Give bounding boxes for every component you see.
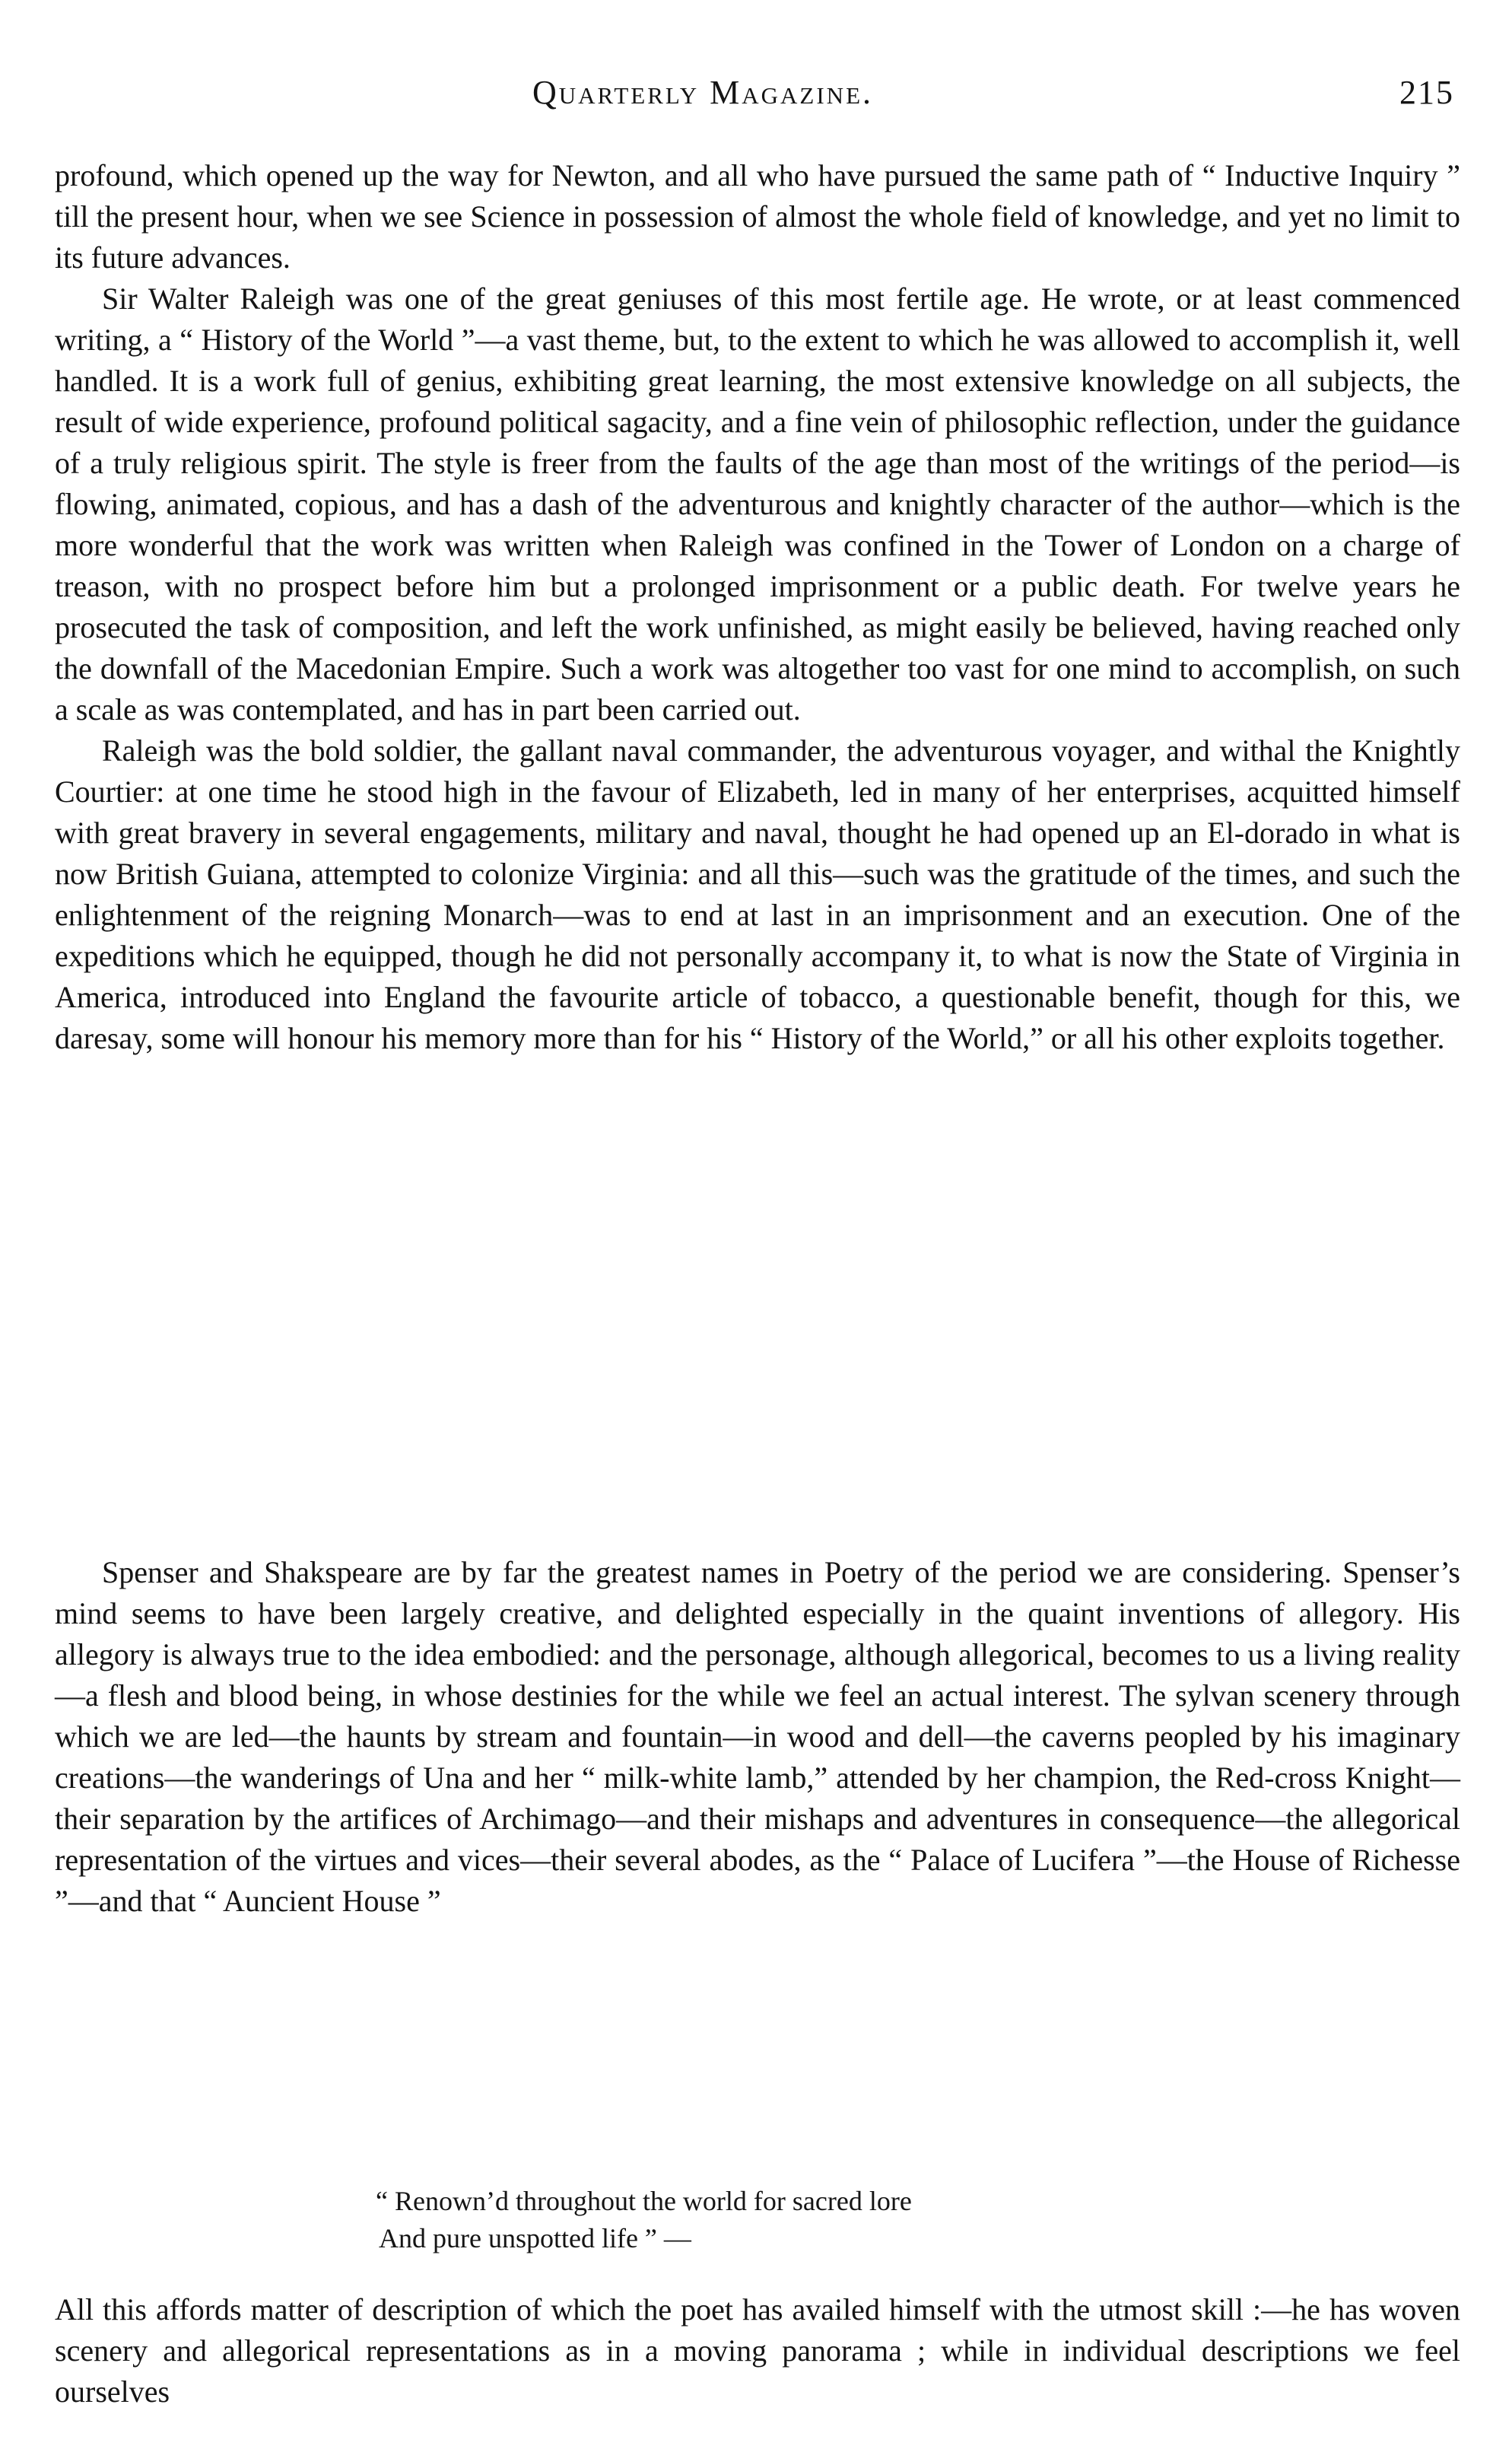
body-text-block-1 — [55, 155, 1460, 1059]
paragraph-continued: profound, which opened up the way for Newton, and all who have pursued the same path of “ Inductive Inquiry ” till the present hour, when we see Science in possession of almost the whole field of knowledge, and yet no limit to its future advances. — [55, 158, 1460, 275]
paragraph-raleigh-history: Sir Walter Raleigh was one of the great geniuses of this most fertile age. He wrote, or at least commenced writing, a “ History of the World ”—a vast theme, but, to the extent to which he was allowed to accomplish it, well handled. It is a work full of genius, exhibiting great learning, the most extensive knowledge on all subjects, the result of wide experience, profound political sagacity, and a fine vein of philosophic reflection, under the guidance of a truly religious spirit. The style is freer from the faults of the age than most of the writings of the period—is flowing, animated, copious, and has a dash of the adventurous and knightly character of the author—which is the more wonderful that the work was written when Raleigh was confined in the Tower of London on a charge of treason, with no prospect before him but a prolonged imprisonment or a public death. For twelve years he prosecuted the task of composition, and left the work unfinished, as might easily be believed, having reached only the downfall of the Macedonian Empire. Such a work was altogether too vast for one mind to accomplish, on such a scale as was contemplated, and has in part been carried out. — [55, 281, 1460, 727]
quote-line-2: And pure unspotted life ” — — [379, 2222, 691, 2253]
running-head — [0, 73, 1512, 119]
paragraph-raleigh-life: Raleigh was the bold soldier, the gallant naval commander, the adventurous voyager, and withal the Knightly Courtier: at one time he stood high in the favour of Elizabeth, led in many of her enterprises, acquitted himself with great bravery in several engagements, military and naval, thought he had opened up an El-dorado in what is now British Guiana, attempted to colonize Virginia: and all this—such was the gratitude of the times, and such the enlightenment of the reigning Monarch—was to end at last in an imprisonment and an execution. One of the expeditions which he equipped, though he did not personally accompany it, to what is now the State of Virginia in America, introduced into England the favourite article of tobacco, a questionable benefit, though for this, we daresay, some will honour his memory more than for his “ History of the World,” or all his other exploits together. — [55, 733, 1460, 1055]
running-title: Quarterly Magazine. — [532, 74, 874, 111]
paragraph-spenser: Spenser and Shakspeare are by far the greatest names in Poetry of the period we are considering. Spenser’s mind seems to have been largely creative, and delighted especially in the quaint inventions of allegory. His allegory is always true to the idea embodied: and the personage, although allegorical, becomes to us a living reality—a flesh and blood being, in whose destinies for the while we feel an actual interest. The sylvan scenery through which we are led—the haunts by stream and fountain—in wood and dell—the caverns peopled by his imaginary creations—the wanderings of Una and her “ milk-white lamb,” attended by her champion, the Red-cross Knight—their separation by the artifices of Archimago—and their mishaps and adventures in consequence—the allegorical representation of the virtues and vices—their several abodes, as the “ Palace of Lucifera ”—the House of Richesse ”—and that “ Auncient House ” — [55, 1555, 1460, 1918]
quote-line-1: “ Renown’d throughout the world for sacred lore — [376, 2186, 912, 2216]
paragraph-all-this: All this affords matter of description of which the poet has availed himself with the utmost skill :—he has woven scenery and allegorical representations as in a moving panorama ; while in individual descriptions we feel ourselves — [55, 2292, 1460, 2409]
block-quote — [376, 2183, 1212, 2257]
body-text-block-2 — [55, 1552, 1460, 1922]
body-text-block-3 — [55, 2289, 1460, 2412]
page-number: 215 — [1399, 74, 1454, 111]
